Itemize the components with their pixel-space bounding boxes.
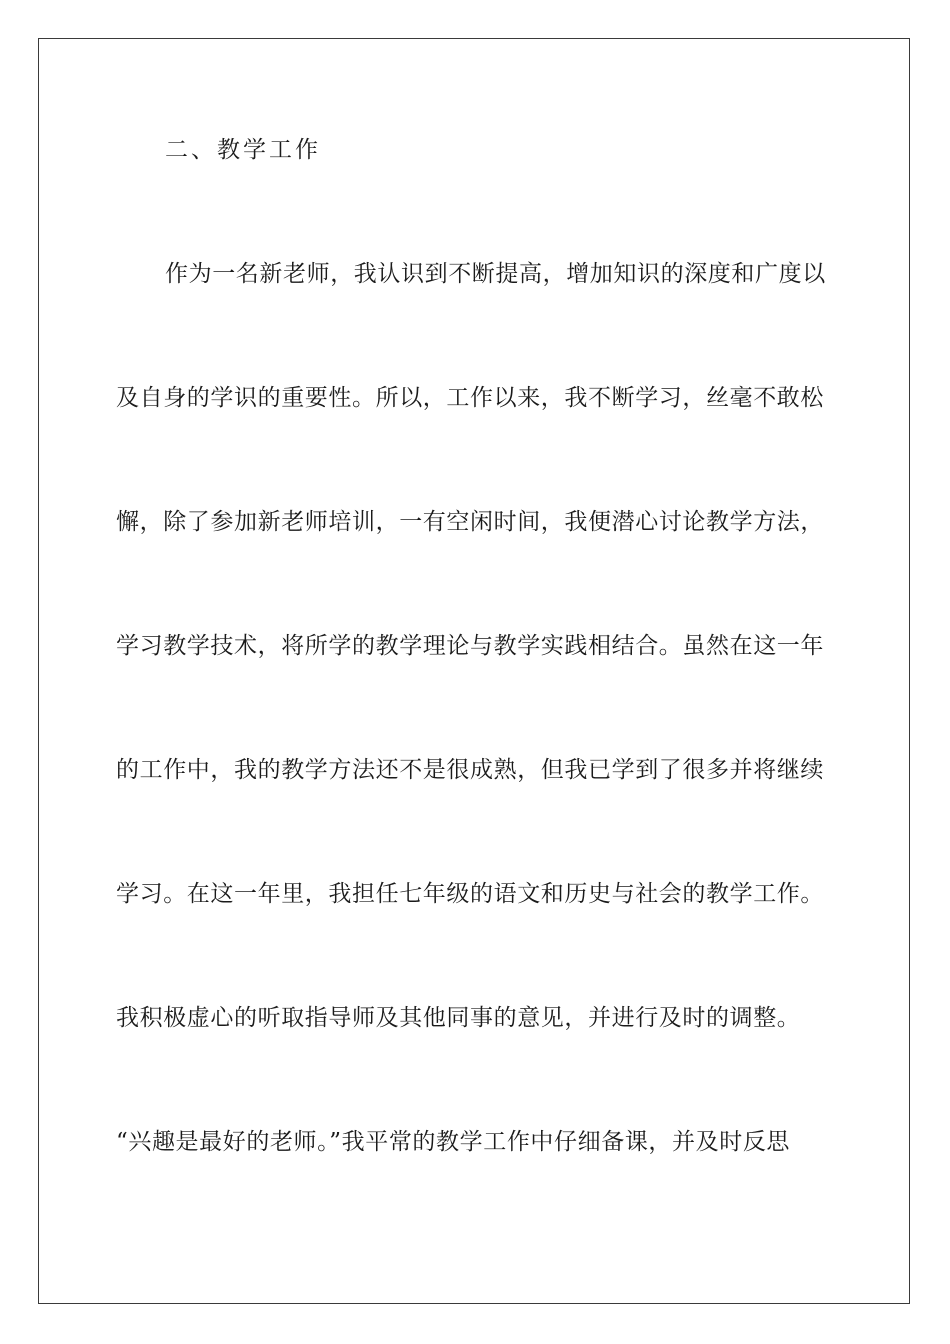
- paragraph-line: 我积极虚心的听取指导师及其他同事的意见，并进行及时的调整。: [116, 1005, 801, 1031]
- paragraph-line: 及自身的学识的重要性。所以，工作以来，我不断学习，丝毫不敢松: [116, 385, 824, 411]
- page-border: [38, 38, 910, 1304]
- paragraph-line: 的工作中，我的教学方法还不是很成熟，但我已学到了很多并将继续: [116, 757, 824, 783]
- paragraph-line: 懈，除了参加新老师培训，一有空闲时间，我便潜心讨论教学方法，: [116, 509, 824, 535]
- paragraph-line: “兴趣是最好的老师。”我平常的教学工作中仔细备课，并及时反思: [116, 1129, 791, 1155]
- section-heading: 二、教学工作: [165, 137, 321, 163]
- paragraph-line: 学习。在这一年里，我担任七年级的语文和历史与社会的教学工作。: [116, 881, 824, 907]
- paragraph-line: 学习教学技术，将所学的教学理论与教学实践相结合。虽然在这一年: [116, 633, 824, 659]
- paragraph-line: 作为一名新老师，我认识到不断提高，增加知识的深度和广度以: [165, 261, 826, 287]
